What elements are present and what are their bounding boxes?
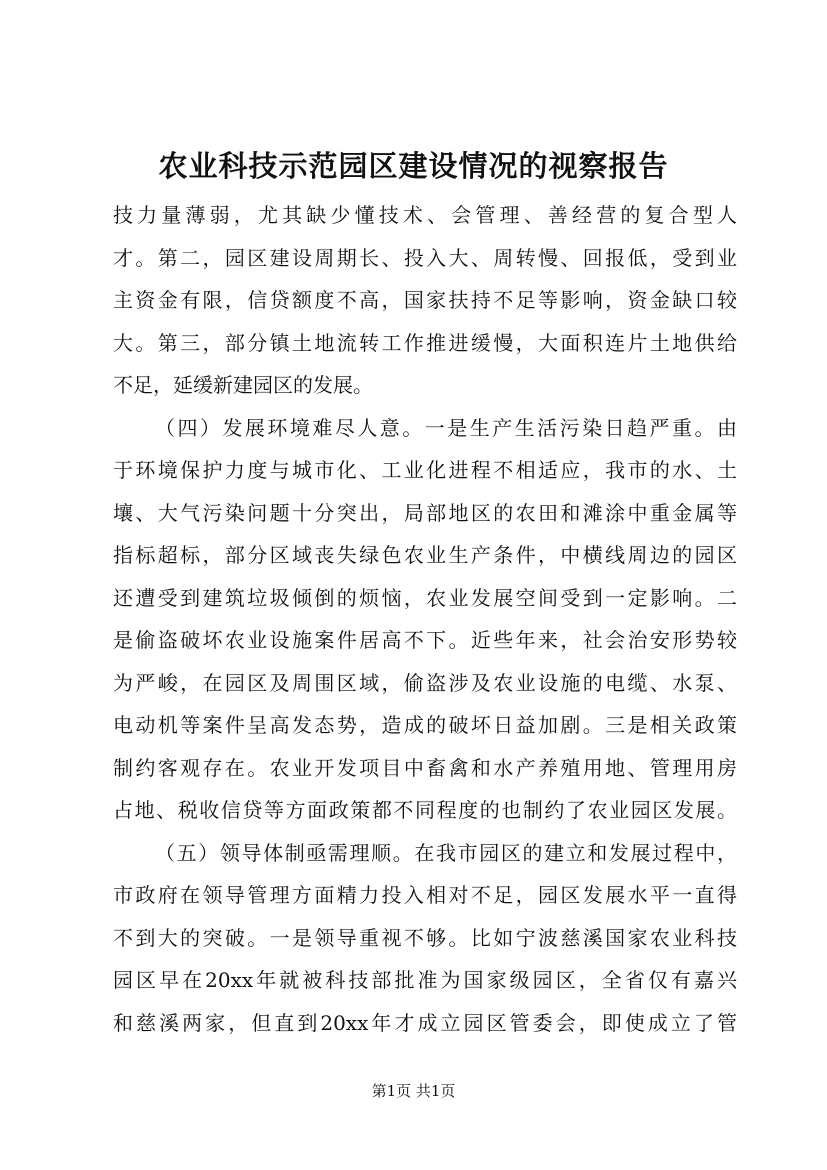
page-footer: 第1页 共1页 [371, 1082, 456, 1100]
paragraph-2-line-2: 于环境保护力度与城市化、工业化进程不相适应，我市的水、土 [113, 458, 737, 482]
paragraph-1-line-3: 主资金有限，信贷额度不高，国家扶持不足等影响，资金缺口较 [113, 288, 737, 312]
document-title: 农业科技示范园区建设情况的视察报告 [158, 149, 669, 183]
paragraph-2-line-5: 还遭受到建筑垃圾倾倒的烦恼，农业发展空间受到一定影响。二 [113, 585, 737, 610]
paragraph-2-line-7: 为严峻，在园区及周围区域，偷盗涉及农业设施的电缆、水泵、 [113, 670, 737, 695]
paragraph-2-line-3: 壤、大气污染问题十分突出，局部地区的农田和滩涂中重金属等 [113, 500, 737, 525]
paragraph-2-line-10: 占地、税收信贷等方面政策都不同程度的也制约了农业园区发展。 [113, 798, 737, 822]
paragraph-3-line-4: 园区早在20xx年就被科技部批准为国家级园区，全省仅有嘉兴 [113, 968, 737, 992]
paragraph-1-line-1: 技力量薄弱，尤其缺少懂技术、会管理、善经营的复合型人 [113, 203, 737, 227]
paragraph-1-line-4: 大。第三，部分镇土地流转工作推进缓慢，大面积连片土地供给 [113, 330, 737, 355]
paragraph-2-line-8: 电动机等案件呈高发态势，造成的破坏日益加剧。三是相关政策 [113, 713, 737, 737]
paragraph-3-line-2: 市政府在领导管理方面精力投入相对不足，园区发展水平一直得 [113, 883, 737, 907]
paragraph-3-line-3: 不到大的突破。一是领导重视不够。比如宁波慈溪国家农业科技 [113, 925, 737, 950]
paragraph-1-line-2: 才。第二，园区建设周期长、投入大、周转慢、回报低，受到业 [113, 245, 737, 270]
paragraph-1-line-5: 不足，延缓新建园区的发展。 [113, 373, 373, 397]
paragraph-2-line-9: 制约客观存在。农业开发项目中畜禽和水产养殖用地、管理用房 [113, 755, 737, 780]
paragraph-2-line-4: 指标超标，部分区域丧失绿色农业生产条件，中横线周边的园区 [113, 543, 737, 567]
paragraph-2-line-6: 是偷盗破坏农业设施案件居高不下。近些年来，社会治安形势较 [113, 628, 737, 652]
paragraph-3-line-5: 和慈溪两家，但直到20xx年才成立园区管委会，即使成立了管 [113, 1010, 737, 1035]
paragraph-2-line-1: （四）发展环境难尽人意。一是生产生活污染日趋严重。由 [155, 415, 737, 440]
paragraph-3-line-1: （五）领导体制亟需理顺。在我市园区的建立和发展过程中， [155, 840, 737, 865]
document-body [113, 194, 737, 1044]
